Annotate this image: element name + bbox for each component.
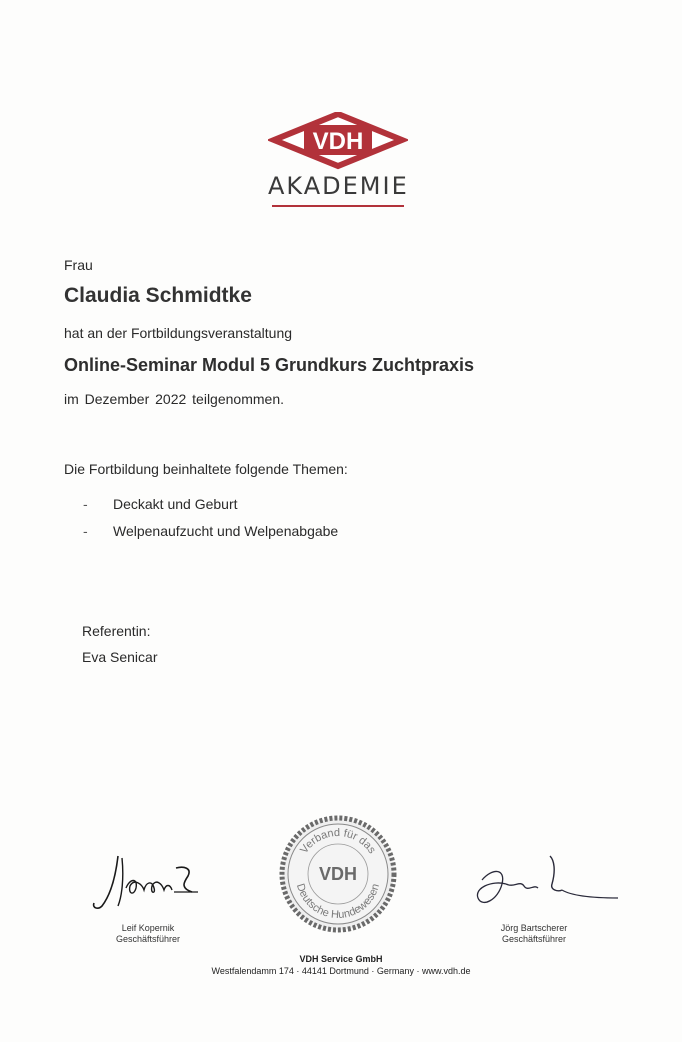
logo-mark: VDH [312,128,364,155]
logo-subtitle: AKADEMIE [268,172,409,200]
list-dash: - [83,496,88,512]
signature-left [88,848,208,918]
signer-right-title: Geschäftsführer [501,934,567,944]
signer-left [100,923,196,945]
seal-top-text: Verband für das [298,826,378,856]
logo-rule [272,205,404,207]
footer-company: VDH Service GmbH [299,954,383,964]
participation-text: hat an der Fortbildungsveranstaltung [64,325,293,341]
salutation: Frau [64,257,93,273]
topic-text: Deckakt und Geburt [113,496,238,512]
course-title: Online-Seminar Modul 5 Grundkurs Zuchtpraxis [64,355,475,375]
vdh-diamond-logo [268,112,408,172]
referent-label: Referentin: [82,623,151,639]
topic-text: Welpenaufzucht und Welpenabgabe [113,523,339,539]
participation-date-text: im Dezember 2022 teilgenommen. [64,391,284,407]
signer-left-title: Geschäftsführer [115,934,181,944]
participant-name: Claudia Schmidtke [64,284,252,307]
vdh-seal [278,814,398,934]
vdh-akademie-logo [268,112,408,212]
list-item [83,496,238,512]
list-item [83,523,338,539]
signer-right [486,923,582,945]
seal-center: VDH [318,864,358,884]
signer-right-name: Jörg Bartscherer [500,923,568,933]
topics-intro: Die Fortbildung beinhaltete folgende Themen: [64,461,348,477]
signature-right [462,850,622,920]
seal-bottom-text: Deutsche Hundewesen [293,882,383,922]
list-dash: - [83,523,88,539]
signer-left-name: Leif Kopernik [121,923,175,933]
footer-address: Westfalendamm 174 · 44141 Dortmund · Germany · www.vdh.de [211,966,471,976]
referent-name: Eva Senicar [82,649,158,665]
